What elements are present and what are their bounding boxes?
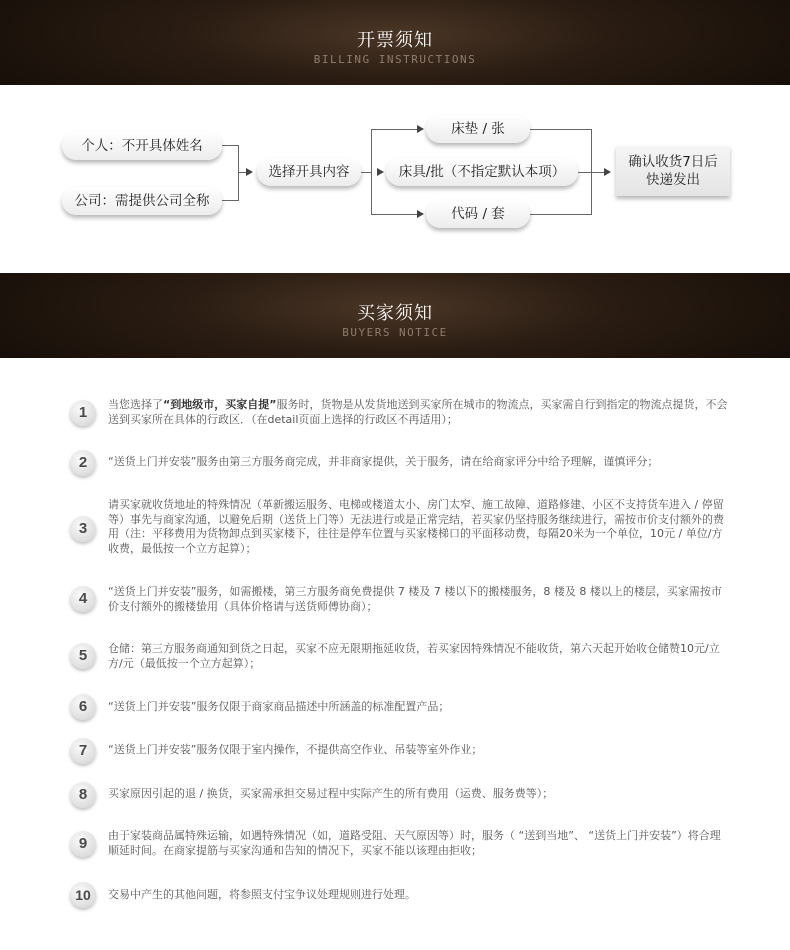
connector-line: [371, 129, 372, 214]
company-invoice-pill: 公司：需提供公司全称: [62, 187, 222, 215]
item-text: 买家原因引起的退 / 换货，买家需承担交易过程中实际产生的所有费用（运费、服务费等）；: [108, 787, 554, 800]
item-number-badge: 2: [70, 450, 96, 476]
personal-invoice-pill: 个人：不开具体姓名: [62, 132, 222, 160]
delivery-result-box: [616, 146, 730, 196]
billing-title: 开票须知: [357, 30, 433, 51]
option-furniture-pill: 床具/批（不指定默认本项）: [386, 158, 578, 186]
option-mattress-pill: 床垫 / 张: [426, 115, 530, 143]
connector-line: [238, 145, 239, 201]
connector-line: [371, 214, 418, 215]
option-code-pill: 代码 / 套: [426, 200, 530, 228]
arrow-right-icon: [377, 168, 384, 176]
select-content-pill: 选择开具内容: [257, 158, 361, 186]
buyers-subtitle: BUYERS NOTICE: [342, 326, 448, 339]
connector-line: [578, 172, 605, 173]
buyers-banner: [0, 273, 790, 358]
connector-line: [530, 129, 591, 130]
item-text: 仓储：第三方服务商通知到货之日起，买家不应无限期拖延收货，若买家因特殊情况不能收货，第六天起开始收仓储赞10元/立方/元（最低按一个立方起算）；: [108, 642, 720, 670]
billing-subtitle: BILLING INSTRUCTIONS: [313, 53, 477, 66]
arrow-right-icon: [417, 125, 424, 133]
arrow-right-icon: [417, 210, 424, 218]
buyers-title: 买家须知: [357, 303, 433, 324]
item-number-badge: 9: [70, 831, 96, 857]
item-number-badge: 5: [70, 643, 96, 669]
item-text: “送货上门并安装”服务仅限于室内操作，不提供高空作业、吊装等室外作业；: [108, 743, 483, 756]
billing-banner: [0, 0, 790, 85]
delivery-result-line1: 确认收货7日后: [628, 154, 718, 170]
item-number-badge: 7: [70, 738, 96, 764]
item-number-badge: 1: [70, 400, 96, 426]
item-text: “送货上门并安装”服务由第三方服务商完成，并非商家提供，关于服务，请在给商家评分中给予理解，谨慎评分；: [108, 455, 659, 468]
connector-line: [371, 129, 418, 130]
item-text: 交易中产生的其他问题，将参照支付宝争议处理规则进行处理。: [108, 888, 416, 901]
item-text: “送货上门并安装”服务，如需搬楼，第三方服务商免费提供 7 楼及 7 楼以下的搬楼服务，8 楼及 8 楼以上的楼层，买家需按市价支付额外的搬楼蛰用（具体价格请与送货师傅协商）；: [108, 585, 722, 613]
item-number-badge: 3: [70, 516, 96, 542]
item-number-badge: 6: [70, 694, 96, 720]
item-text: 请买家就收货地址的特殊情况（革新搬运服务、电梯或楼道太小、房门太窄、施工故障、道路修建、小区不支持货车进入 / 停留等）事先与商家沟通，以避免后期（送货上门等）无法进行或是正常完结，若买家仍坚持服务继续进行，需按市价支付额外的费用（注：平移费用为货物卸点到买家楼下，往往是停车位置与买家楼梯口的平面移动费，每隔20米为一个单位，10元 / 单位/方收费，最低按一个立方起算）；: [108, 498, 724, 555]
item-number-badge: 4: [70, 586, 96, 612]
item-number-badge: 10: [70, 882, 96, 908]
item-text: 当您选择了“到地级市，买家自提”服务时，货物是从发货地送到买家所在城市的物流点，买家需自行到指定的物流点提货，不会送到买家所在具体的行政区．（在detail页面上选择的行政区不再适用）；: [108, 398, 728, 426]
arrow-right-icon: [604, 168, 611, 176]
item-text: 由于家装商品属特殊运输，如遇特殊情况（如，道路受阻、天气原因等）时，服务（ “送到当地”、 “送货上门并安装”）将合理顺延时间。在商家提筋与买家沟通和告知的情况下，买家不能以该理由拒收；: [108, 829, 721, 857]
connector-line: [222, 200, 238, 201]
arrow-right-icon: [246, 168, 253, 176]
item-number-badge: 8: [70, 782, 96, 808]
delivery-result-line2: 快递发出: [646, 172, 700, 188]
connector-line: [530, 214, 591, 215]
connector-line: [222, 145, 238, 146]
item-text: “送货上门并安装”服务仅限于商家商品描述中所涵盖的标准配置产品；: [108, 700, 450, 713]
